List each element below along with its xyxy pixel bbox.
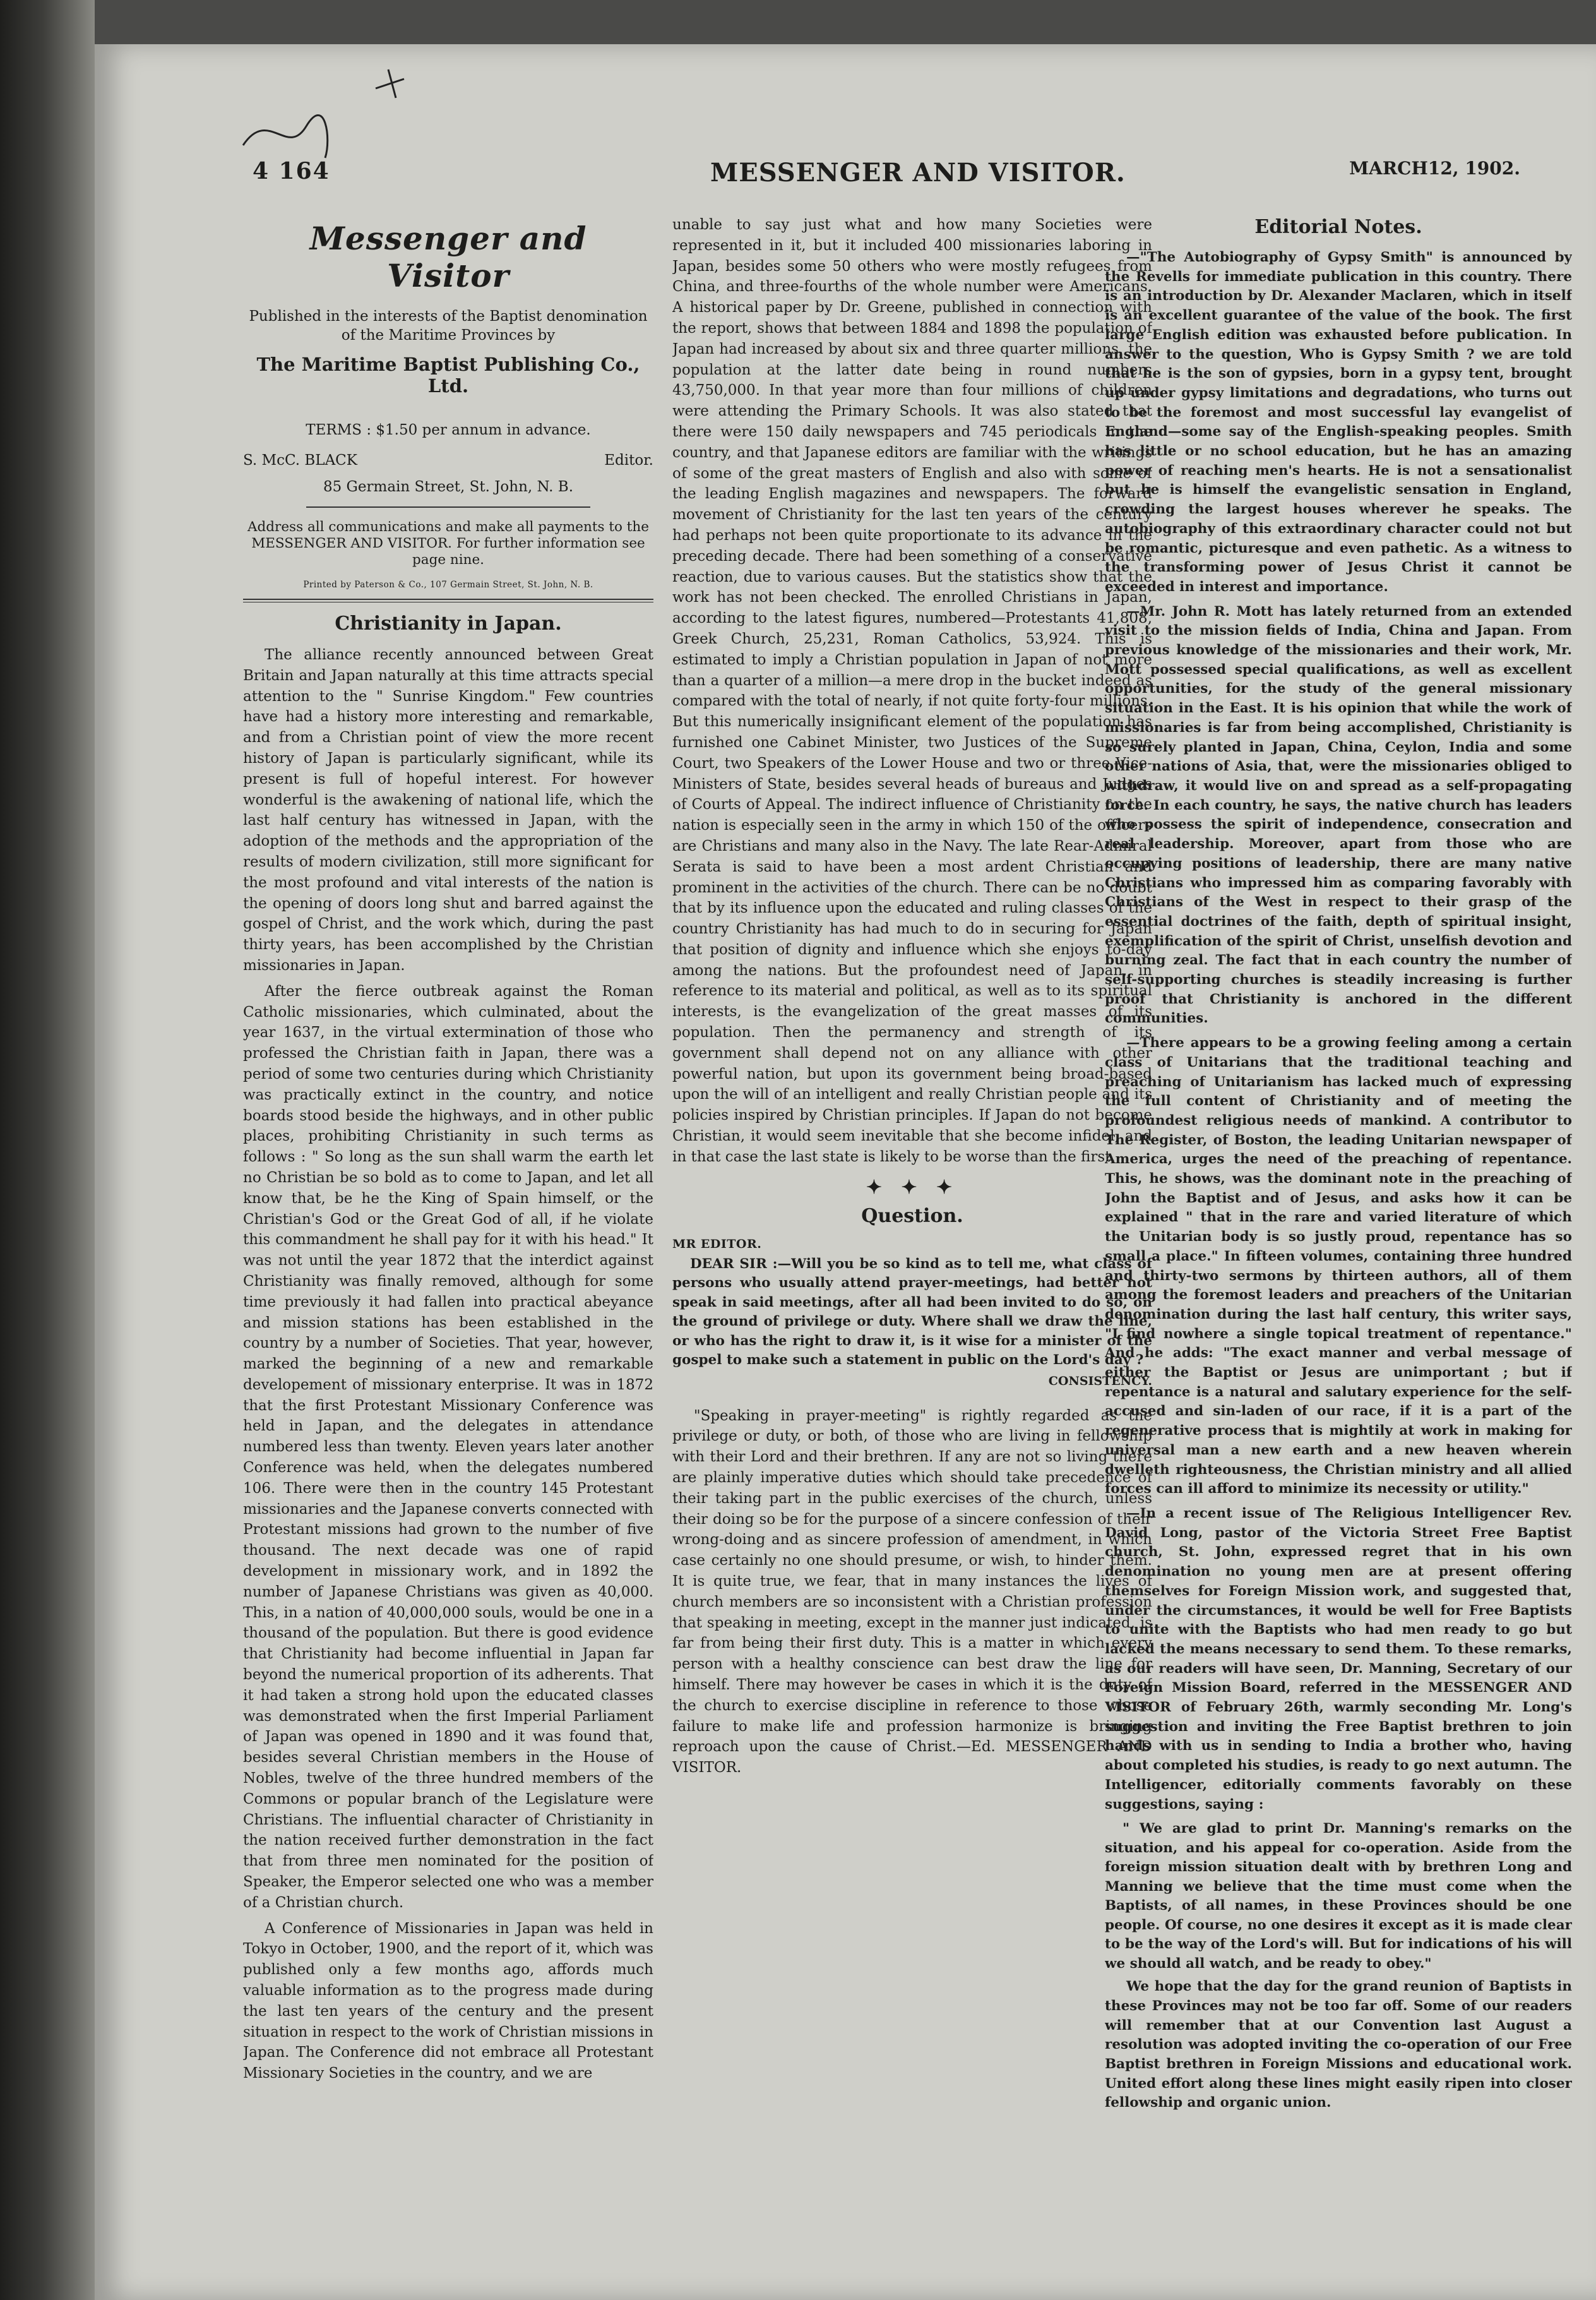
editor-reply: "Speaking in prayer-meeting" is rightly regarded as the privilege or duty, or both, of those who are living in fellowship with their Lord and their brethren. If any are not so living there are plainly imperative duties which should take precedence of their taking part in the public exercises of the church, unless their doing so be for the purpose of a sincere confession of their wrong-doing and as sincere profession of amendment, in which case certainly no one should presume, or wish, to hinder them. It is quite true, we fear, that in many instances the lives of church members are so inconsistent with a Christian profession that speaking in meeting, except in the manner just indicated, is far from being their first duty. This is a matter in which every person with a healthy conscience can best draw the line for himself. There may however be cases in which it is the duty of the church to exercise discipline in reference to those whose failure to make life and profession harmonize is bringing reproach upon the cause of Christ.—Ed. MESSENGER AND VISITOR. [672,1407,1152,1776]
divider [306,506,590,508]
article-paragraph: A Conference of Missionaries in Japan was held in Tokyo in October, 1900, and the report of it, which was published only a few months ago, affords much valuable information as to the progress made during the last ten years of the century and the present situation in respect to the work of Christian missions in Japan. The Conference did not embrace all Protestant Missionary Societies in the country, and we are [243,1920,653,2082]
column-2 [672,215,1152,2286]
section-ornament: ✦ ✦ ✦ [866,1176,959,1199]
running-title: MESSENGER AND VISITOR. [710,158,1126,188]
article-heading-japan: Christianity in Japan. [335,613,562,635]
article-paragraph-continued: unable to say just what and how many Societies were represented in it, but it included 400 missionaries laboring in Japan, besides some 50 others who were mostly refugees from China, and three-fourths of the whole number were Americans. A historical paper by Dr. Greene, published in connection with the report, shows that between 1884 and 1898 the population of Japan had increased by about six and three quarter millions, the population at the latter date being in round numbers 43,750,000. In that year more than four millions of children were attending the Primary Schools. It was also stated that there were 150 daily newspapers and 745 periodicals in the country, and that Japanese editors are familiar with the writings of some of the great masters of English and also with some of the leading English magazines and newspapers. The forward movement of Christianity for the last ten years of the century had perhaps not been quite proportionate to its advance in the preceding decade. There had been something of a conservative reaction, due to various causes. But the statistics show that the work has not been checked. The enrolled Christians in Japan, according to the latest figures, numbered—Protestants 41,808, Greek Church, 25,231, Roman Catholics, 53,924. This is estimated to imply a Christian population in Japan of not more than a quarter of a million—a mere drop in the bucket indeed as compared with the total of nearly, if not quite forty-four millions. But this numerically insignificant element of the population has furnished one Cabinet Minister, two Justices of the Supreme Court, two Speakers of the Lower House and two or three Vice-Ministers of State, besides several heads of bureaus and Judges of Courts of Appeal. The indirect influence of Christianity on the nation is especially seen in the army in which 150 of the officers are Christians and many also in the Navy. The late Rear-Admiral Serata is said to have been a most ardent Christian and prominent in the activities of the church. There can be no doubt that by its influence upon the educated and ruling classes of the country Christianity has had much to do in securing for Japan that position of dignity and influence which she enjoys to-day among the nations. But the profoundest need of Japan, in reference to its material and political, as well as to its spiritual interests, is the evangelization of the great masses of its population. Then the permanency and strength of its government shall depend not on any alliance with other powerful nation, but upon its government being broad-based upon the will of an intelligent and really Christian people and its policies inspired by Christian principles. If Japan do not become Christian, it would seem inevitable that she become infidel, and in that case the last state is likely to be worse than the first. [672,217,1152,1165]
letter-signature: CONSISTENCY. [1048,1374,1152,1388]
page-number: 4 164 [253,158,330,184]
issue-date: MARCH12, 1902. [1349,158,1520,179]
question-heading: Question. [861,1204,963,1227]
folio-line [95,158,1596,208]
editorial-quote: " We are glad to print Dr. Manning's remarks on the situation, and his appeal for co-operation. Aside from the foreign mission situation dealt with by brethren Long and Manning we believe that the time must come when the Baptists, of all names, in these Provinces should be one people. Of course, no one desires it except as it is made clear to be the way of the Lord's will. But for indications of his will we should all watch, and be ready to obey." [1105,1821,1572,1972]
editorial-note: —In a recent issue of The Religious Intelligencer Rev. David Long, pastor of the Victoria Street Free Baptist church, St. John, expressed regret that in his own denomination no young men are at present offering themselves for Foreign Mission work, and suggested that, under the circumstances, it would be well for Free Baptists to unite with the Baptists who had men ready to go but lacked the means necessary to send them. To these remarks, as our readers will have seen, Dr. Manning, Secretary of our Foreign Mission Board, referred in the MESSENGER AND VISITOR of February 26th, warmly seconding Mr. Long's suggestion and inviting the Free Baptist brethren to join hands with us in sending to India a brother who, having about completed his studies, is ready to go next autumn. The Intelligencer, editorially comments favorably on these suggestions, saying : [1105,1506,1572,1812]
subscription-terms: TERMS : $1.50 per annum in advance. [306,422,591,438]
column-1 [243,215,653,2286]
editorial-note: —There appears to be a growing feeling among a certain class of Unitarians that the traditional teaching and preaching of Unitarianism has lacked much of expressing the full content of Christianity and of meeting the profoundest religious needs of mankind. A contributor to The Register, of Boston, the leading Unitarian newspaper of America, urges the need of the preaching of repentance. This, he shows, was the dominant note in the preaching of John the Baptist and of Jesus, and asks how it can be explained " that in the rare and varied literature of which the Unitarian body is so justly proud, repentance has so small a place." In fifteen volumes, containing three hundred and thirty-two sermons by thirteen authors, all of them among the foremost leaders and preachers of the Unitarian denomination during the last half century, this writer says, "I find nowhere a single topical treatment of repentance." And he adds: "The exact manner and verbal message of either the Baptist or Jesus are unimportant ; but if repentance is a natural and salutary experience for the self-accused and sin-laden of our race, if it is a part of the regenerative process that is mightily at work in making for universal man a new earth and a new heaven wherein dwelleth righteousness, the Christian ministry and all allied forces can ill afford to minimize its necessity or utility." [1105,1035,1572,1497]
letter-body: DEAR SIR :—Will you be so kind as to tell me, what class of persons who usually attend prayer-meetings, had better not speak in said meetings, after all had been invited to do so, on the ground of privilege or duty. Where shall we draw the line, or who has the right to draw it, is it wise for a minister of the gospel to make such a statement in public on the Lord's day ? [672,1255,1152,1369]
office-address: 85 Germain Street, St. John, N. B. [323,479,574,495]
editorial-notes-heading: Editorial Notes. [1254,216,1422,238]
editor-line [243,452,653,474]
article-paragraph: After the fierce outbreak against the Roman Catholic missionaries, which culminated, about the year 1637, in the virtual extermination of those who professed the Christian faith in Japan, there was a period of some two centuries during which Christianity was practically extinct in the country, and notice boards stood beside the highways, and in other public places, prohibiting Christianity in such terms as follows : " So long as the sun shall warm the earth let no Christian be so bold as to come to Japan, and let all know that, be he the King of Spain himself, or the Christian's God or the Great God of all, if he violate this commandment he shall pay for it with his head." It was not until the year 1872 that the interdict against Christianity was finally removed, although for some time previously it had fallen into practical abeyance and mission stations has been established in the country by a number of Societies. That year, however, marked the beginning of a new and remarkable developement of missionary enterprise. It was in 1872 that the first Protestant Missionary Conference was held in Japan, and the delegates in attendance numbered less than twenty. Eleven years later another Conference was held, when the delegates numbered 106. There were then in the country 145 Protestant missionaries and the Japanese converts connected with Protestant missions had grown to the number of five thousand. The next decade was one of rapid development in missionary work, and in 1892 the number of Japanese Christians was given as 40,000. This, in a nation of 40,000,000 souls, would be one in a thousand of the population. But there is good evidence that Christianity had become influential in Japan far beyond the numerical proportion of its adherents. That it had taken a strong hold upon the educated classes was demonstrated when the first Imperial Parliament of Japan was opened in 1890 and it was found that, besides several Christian members in the House of Nobles, twelve of the three hundred members of the Commons or popular branch of the Legislature were Christians. The influential character of Christianity in the nation received further demonstration in the fact that from three men nominated for the position of Speaker, the Emperor selected one who was a member of a Christian church. [243,983,653,1911]
payment-notice: Address all communications and make all payments to the MESSENGER AND VISITOR. For further information see page nine. [247,519,649,568]
masthead-title: Messenger and Visitor [309,220,587,294]
column-3 [1105,215,1572,2286]
newspaper-page [95,44,1596,2300]
printer-line: Printed by Paterson & Co., 107 Germain Street, St. John, N. B. [303,580,593,590]
masthead-company: The Maritime Baptist Publishing Co., Ltd. [256,354,640,397]
editorial-note: —"The Autobiography of Gypsy Smith" is announced by the Revells for immediate publication in this country. There is an introduction by Dr. Alexander Maclaren, which in itself is an excellent guarantee of the value of the book. The first large English edition was exhausted before publication. In answer to the question, Who is Gypsy Smith ? we are told that he is the son of gypsies, born in a gypsy tent, brought up under gypsy limitations and degradations, who turns out to be the foremost and most successful lay evangelist of England—some say of the English-speaking peoples. Smith has little or no school education, but he has an amazing power of reaching men's hearts. He is not a sensationalist but he is himself the evangelistic sensation in England, crowding the largest houses wherever he speaks. The autobiography of this extraordinary character could not but be romantic, picturesque and even pathetic. As a witness to the transforming power of Jesus Christ it cannot be exceeded in interest and importance. [1105,249,1572,595]
editor-role: Editor. [604,452,653,469]
letter-salutation: MR EDITOR. [672,1237,762,1251]
editorial-closing: We hope that the day for the grand reunion of Baptists in these Provinces may not be too far off. Some of our readers will remember that at our Convention last August a resolution was adopted inviting the co-operation of our Free Baptist brethren in Foreign Missions and educational work. United effort along these lines might easily ripen into closer fellowship and organic union. [1105,1979,1572,2111]
editor-name: S. McC. BLACK [243,452,357,469]
masthead-published-line: Published in the interests of the Baptist denomination of the Maritime Provinces by [249,308,648,344]
divider [243,599,653,602]
book-spine-shadow [0,0,95,2300]
editorial-note: —Mr. John R. Mott has lately returned from an extended visit to the mission fields of India, China and Japan. From previous knowledge of the missionaries and their work, Mr. Mott possessed special qualifications, as well as excellent opportunities, for the study of the general missionary situation in the East. It is his opinion that while the work of missionaries is far from being accomplished, Christianity is so surely planted in Japan, China, Ceylon, India and some other nations of Asia, that, were the missionaries obliged to withdraw, it would live on and spread as a self-propagating force. In each country, he says, the native church has leaders who possess the spirit of independence, consecration and real leadership. Moreover, apart from those who are occupying positions of leadership, there are many native Christians who impressed him as comparing favorably with Christians of the West in respect to their grasp of the essential doctrines of the faith, depth of spiritual insight, exemplification of the spirit of Christ, unselfish devotion and burning zeal. The fact that in each country the number of self-supporting churches is steadily increasing is further proof that Christianity is anchored in the different communities. [1105,603,1572,1027]
article-paragraph: The alliance recently announced between Great Britain and Japan naturally at this time attracts special attention to the " Sunrise Kingdom." Few countries have had a history more interesting and remarkable, and from a Christian point of view the more recent history of Japan is particularly significant, while its present is full of hopeful interest. For however wonderful is the awakening of national life, which the last half century has witnessed in Japan, with the adoption of the methods and the appropriation of the results of modern civilization, still more significant for the most profound and vital interests of the nation is the opening of doors long shut and barred against the gospel of Christ, and the work which, during the past thirty years, has been accomplished by the Christian missionaries in Japan. [243,647,653,974]
